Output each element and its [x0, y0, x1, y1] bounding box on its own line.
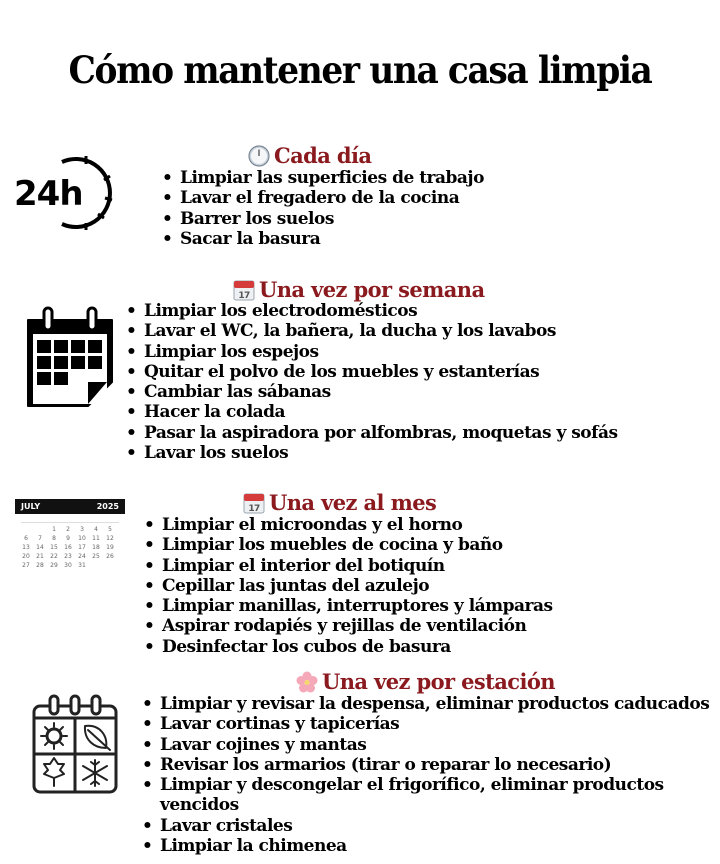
- task-list: [144, 515, 553, 657]
- calendar-day: 16: [64, 544, 72, 551]
- list-item: • Quitar el polvo de los muebles y estanterías: [126, 362, 618, 382]
- calendar-day: [33, 525, 47, 534]
- calendar-day: 9: [66, 535, 70, 542]
- task-list: [126, 301, 618, 463]
- task-list: [142, 694, 709, 856]
- calendar-day: 27: [22, 562, 30, 569]
- calendar-emoji: [233, 279, 255, 301]
- section-heading: 17 Una vez por semana: [233, 277, 484, 302]
- section-heading: Cada día: [248, 143, 371, 168]
- calendar-day: 13: [22, 544, 30, 551]
- calendar-emoji: [243, 492, 265, 514]
- section-heading: 17 Una vez al mes: [243, 490, 436, 515]
- list-item: • Cambiar las sábanas: [126, 382, 618, 402]
- calendar-grid: [19, 525, 117, 570]
- calendar-day: 11: [92, 535, 100, 542]
- list-item: • Limpiar la chimenea: [142, 836, 709, 856]
- list-item: • Limpiar los espejos: [126, 342, 618, 362]
- list-item: • Limpiar y revisar la despensa, eliminar productos caducados: [142, 694, 709, 714]
- list-item: • Sacar la basura: [162, 229, 484, 249]
- list-item: • Limpiar las superficies de trabajo: [162, 168, 484, 188]
- calendar-day: 30: [64, 562, 72, 569]
- page-title: Cómo mantener una casa limpia: [68, 48, 652, 92]
- list-item: • Aspirar rodapiés y rejillas de ventilación: [144, 616, 553, 636]
- blossom-emoji: [296, 671, 318, 693]
- 24h-clock-icon: [12, 148, 120, 238]
- calendar-day: 21: [36, 553, 44, 560]
- section-heading: Una vez por estación: [296, 669, 555, 694]
- calendar-day: 22: [50, 553, 58, 560]
- list-item: • Barrer los suelos: [162, 209, 484, 229]
- calendar-day: 5: [108, 526, 112, 533]
- svg-text:24h: 24h: [14, 174, 83, 214]
- calendar-day: 24: [78, 553, 86, 560]
- calendar-day: 20: [22, 553, 30, 560]
- list-item: • Lavar los suelos: [126, 443, 618, 463]
- calendar-day: 19: [106, 544, 114, 551]
- list-item: • Lavar el WC, la bañera, la ducha y los lavabos: [126, 321, 618, 341]
- calendar-day: 17: [78, 544, 86, 551]
- list-item: • Lavar cortinas y tapicerías: [142, 714, 709, 734]
- list-item: • Limpiar y descongelar el frigorífico, eliminar productos vencidos: [142, 775, 680, 816]
- calendar-day: 8: [52, 535, 56, 542]
- list-item: • Desinfectar los cubos de basura: [144, 637, 553, 657]
- list-item: • Cepillar las juntas del azulejo: [144, 576, 553, 596]
- calendar-day: 29: [50, 562, 58, 569]
- list-item: • Lavar cristales: [142, 816, 709, 836]
- calendar-day: 26: [106, 553, 114, 560]
- calendar-day: [103, 561, 117, 570]
- seasons-calendar-icon: [30, 694, 120, 796]
- calendar-day: 28: [36, 562, 44, 569]
- list-item: • Limpiar el interior del botiquín: [144, 556, 553, 576]
- calendar-day: 2: [66, 526, 70, 533]
- list-item: • Limpiar manillas, interruptores y lámparas: [144, 596, 553, 616]
- list-item: • Pasar la aspiradora por alfombras, moquetas y sofás: [126, 423, 618, 443]
- svg-text:17: 17: [238, 290, 250, 301]
- calendar-day: 18: [92, 544, 100, 551]
- list-item: • Lavar cojines y mantas: [142, 735, 709, 755]
- list-item: • Limpiar los electrodomésticos: [126, 301, 618, 321]
- calendar-day: 4: [94, 526, 98, 533]
- calendar-day: [19, 525, 33, 534]
- calendar-day: 10: [78, 535, 86, 542]
- calendar-day: [89, 561, 103, 570]
- calendar-day: 31: [78, 562, 86, 569]
- calendar-day: 7: [38, 535, 42, 542]
- calendar-day: 1: [52, 526, 56, 533]
- calendar-day: 12: [106, 535, 114, 542]
- task-list: [162, 168, 484, 249]
- calendar-day: 25: [92, 553, 100, 560]
- list-item: • Lavar el fregadero de la cocina: [162, 188, 484, 208]
- list-item: • Limpiar los muebles de cocina y baño: [144, 535, 553, 555]
- calendar-day: 6: [24, 535, 28, 542]
- calendar-grid-icon: [22, 302, 118, 410]
- calendar-day: 14: [36, 544, 44, 551]
- calendar-day: 3: [80, 526, 84, 533]
- list-item: • Limpiar el microondas y el horno: [144, 515, 553, 535]
- list-item: • Revisar los armarios (tirar o reparar lo necesario): [142, 755, 709, 775]
- list-item: • Hacer la colada: [126, 402, 618, 422]
- calendar-day: 15: [50, 544, 58, 551]
- clock-emoji: [248, 145, 270, 167]
- svg-text:17: 17: [248, 503, 260, 514]
- monthly-calendar-icon: JULY 2025 1 2 3 4 5 6 7 8 9 10 11 12 13 14 15 16 17 18 19 20 21 22 23 24 25 26 27 28 29 30 31: [15, 499, 125, 572]
- calendar-day: 23: [64, 553, 72, 560]
